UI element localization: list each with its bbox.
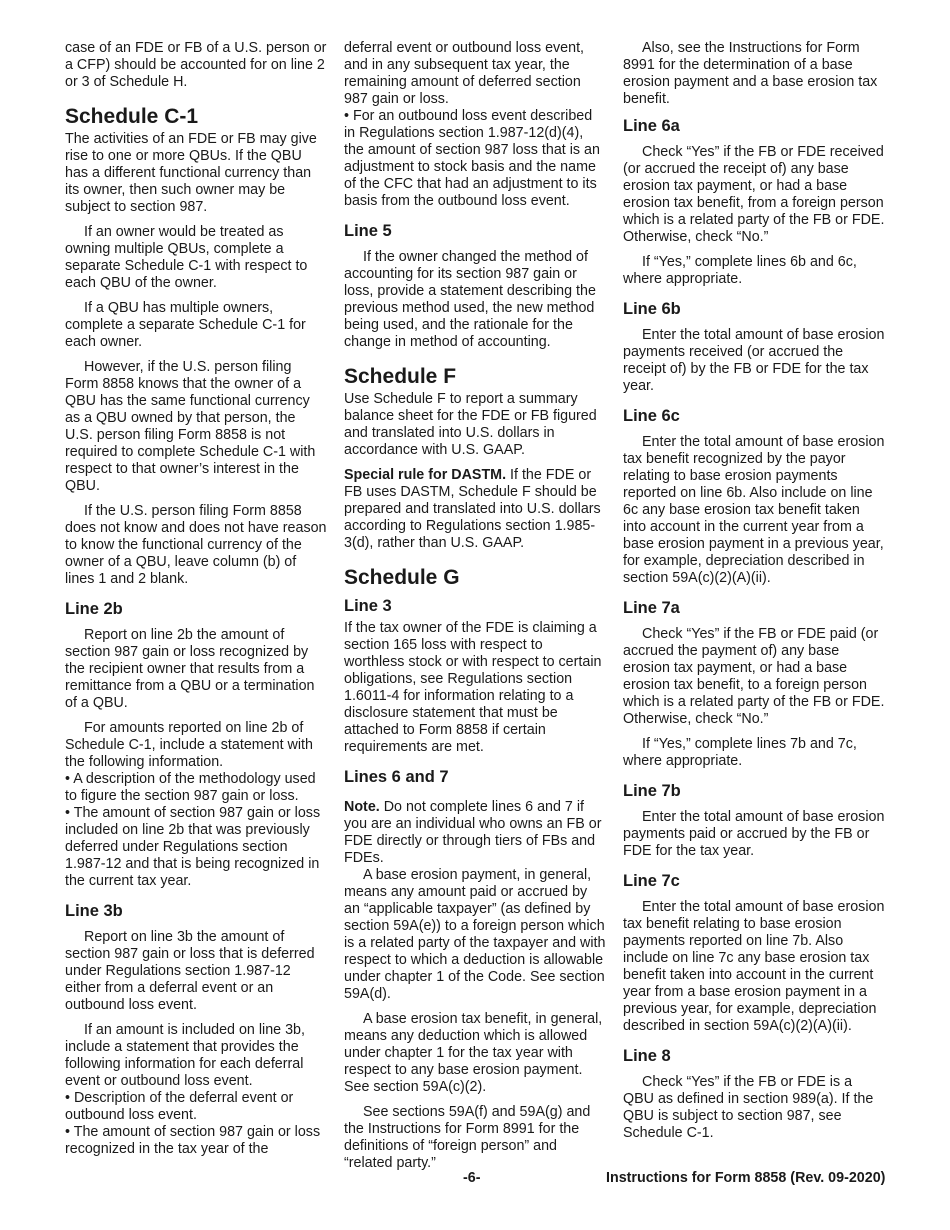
- heading-line-2b: Line 2b: [65, 600, 123, 618]
- heading-line-8: Line 8: [623, 1047, 671, 1065]
- heading-line-6b: Line 6b: [623, 300, 681, 318]
- paragraph: If “Yes,” complete lines 6b and 6c, where appropriate.: [623, 254, 857, 287]
- paragraph: If the owner changed the method of accounting for its section 987 gain or loss, provide a statement describing the previous method used, the new method being used, and the rationale for the change in method of accounting.: [344, 249, 596, 350]
- heading-schedule-f: Schedule F: [344, 365, 457, 388]
- paragraph: Use Schedule F to report a summary balance sheet for the FDE or FB figured and translated into U.S. dollars in accordance with U.S. GAAP.: [344, 391, 597, 458]
- column-1: [65, 40, 327, 1158]
- paragraph-special-rule: [344, 467, 606, 552]
- footer-form-title: Instructions for Form 8858 (Rev. 09-2020): [606, 1170, 886, 1186]
- paragraph: case of an FDE or FB of a U.S. person or a CFP) should be accounted for on line 2 or 3 of Schedule H.: [65, 40, 327, 90]
- paragraph: Enter the total amount of base erosion tax benefit relating to base erosion payments reported on line 7b. Also include on line 7c any base erosion tax benefit taken into account in the current year from a base erosion payment in a previous year, for example, depreciation described in section 59A(c)(2)(A)(ii).: [623, 899, 885, 1034]
- paragraph: For amounts reported on line 2b of Schedule C-1, include a statement with the following information.: [65, 720, 313, 770]
- paragraph: A base erosion tax benefit, in general, means any deduction which is allowed under chapter 1 for the tax year with respect to any base erosion payment. See section 59A(c)(2).: [344, 1011, 603, 1095]
- paragraph: The activities of an FDE or FB may give rise to one or more QBUs. If the QBU has a different functional currency than its owner, then such owner may be subject to section 987.: [65, 131, 317, 215]
- heading-schedule-g: Schedule G: [344, 566, 460, 589]
- bullet-item: • The amount of section 987 gain or loss included on line 2b that was previously deferred under Regulations section 1.987-12 and that is being recognized in the current tax year.: [65, 805, 321, 889]
- paragraph: Enter the total amount of base erosion payments received (or accrued the receipt of) by the FB or FDE for the tax year.: [623, 327, 885, 394]
- run-in-heading: Special rule for DASTM.: [344, 467, 507, 483]
- heading-line-6c: Line 6c: [623, 407, 680, 425]
- paragraph: Check “Yes” if the FB or FDE paid (or accrued the payment of) any base erosion tax payment, or had a base erosion tax benefit, to a foreign person which is a related party of the FB or FDE. Otherwise, check “No.”: [623, 626, 885, 727]
- paragraph: If the tax owner of the FDE is claiming a section 165 loss with respect to worthless stock or with respect to certain obligations, see Regulations section 1.6011-4 for information relating to a disclosure statement that must be attached to Form 8858 if certain requirements are met.: [344, 620, 602, 755]
- paragraph: A base erosion payment, in general, means any amount paid or accrued by an “applicable taxpayer” (as defined by section 59A(e)) to a foreign person which is a related party of the taxpayer and with respect to which a deduction is allowable under chapter 1 of the Code. See section 59A(d).: [344, 867, 606, 1002]
- run-in-heading: Note.: [344, 799, 380, 815]
- column-3: [623, 40, 885, 1150]
- paragraph-text: Do not complete lines 6 and 7 if you are an individual who owns an FB or FDE directly or through tiers of FBs and FDEs.: [344, 799, 602, 866]
- paragraph: Also, see the Instructions for Form 8991 for the determination of a base erosion payment and a base erosion tax benefit.: [623, 40, 878, 107]
- bullet-item: • The amount of section 987 gain or loss recognized in the tax year of the: [65, 1124, 321, 1157]
- paragraph: If an owner would be treated as owning multiple QBUs, complete a separate Schedule C-1 with respect to each QBU of the owner.: [65, 224, 308, 291]
- paragraph-note: [344, 799, 606, 867]
- paragraph: Enter the total amount of base erosion payments paid or accrued by the FB or FDE for the tax year.: [623, 809, 885, 859]
- heading-line-6a: Line 6a: [623, 117, 680, 135]
- paragraph: Enter the total amount of base erosion tax benefit recognized by the payor relating to base erosion payments reported on line 6b. Also include on line 6c any base erosion tax benefit taken into account in the current year from a base erosion payment in a previous year, for example, depreciation described in section 59A(c)(2)(A)(ii).: [623, 434, 885, 586]
- paragraph: If an amount is included on line 3b, include a statement that provides the following information for each deferral event or outbound loss event.: [65, 1022, 305, 1089]
- paragraph: deferral event or outbound loss event, and in any subsequent tax year, the remaining amount of deferred section 987 gain or loss.: [344, 40, 585, 107]
- heading-line-5: Line 5: [344, 222, 392, 240]
- heading-schedule-c1: Schedule C-1: [65, 105, 199, 128]
- column-2: [344, 40, 606, 1180]
- paragraph: Check “Yes” if the FB or FDE received (or accrued the receipt of) any base erosion tax payment, or had a base erosion tax benefit, from a foreign person which is a related party of the FB or FDE. Otherwise, check “No.”: [623, 144, 885, 245]
- heading-line-3: Line 3: [344, 597, 392, 615]
- paragraph: If “Yes,” complete lines 7b and 7c, where appropriate.: [623, 736, 857, 769]
- bullet-item: • For an outbound loss event described in Regulations section 1.987-12(d)(4), the amount of section 987 loss that is an adjustment to stock basis and the name of the CFC that had an adjustment to its basis from the outbound loss event.: [344, 108, 600, 209]
- page-number: -6-: [463, 1170, 481, 1186]
- paragraph: If the U.S. person filing Form 8858 does not know and does not have reason to know the functional currency of the owner of a QBU, leave column (b) of lines 1 and 2 blank.: [65, 503, 327, 587]
- paragraph: However, if the U.S. person filing Form 8858 knows that the owner of a QBU has the same functional currency as a QBU owned by that person, the U.S. person filing Form 8858 is not required to complete Schedule C-1 with respect to that owner’s interest in the QBU.: [65, 359, 316, 494]
- paragraph: See sections 59A(f) and 59A(g) and the Instructions for Form 8991 for the definitions of “foreign person” and “related party.”: [344, 1104, 591, 1171]
- paragraph-text: If the FDE or FB uses DASTM, Schedule F should be prepared and translated into U.S. dollars according to Regulations section 1.985-3(d), rather than U.S. GAAP.: [344, 467, 601, 551]
- bullet-item: • A description of the methodology used to figure the section 987 gain or loss.: [65, 771, 316, 804]
- bullet-item: • Description of the deferral event or outbound loss event.: [65, 1090, 294, 1123]
- heading-line-7c: Line 7c: [623, 872, 680, 890]
- paragraph: Check “Yes” if the FB or FDE is a QBU as defined in section 989(a). If the QBU is subject to section 987, see Schedule C-1.: [623, 1074, 874, 1141]
- heading-lines-6-and-7: Lines 6 and 7: [344, 768, 449, 786]
- heading-line-7b: Line 7b: [623, 782, 681, 800]
- heading-line-3b: Line 3b: [65, 902, 123, 920]
- paragraph: Report on line 3b the amount of section 987 gain or loss that is deferred under Regulations section 1.987-12 either from a deferral event or an outbound loss event.: [65, 929, 315, 1013]
- paragraph: Report on line 2b the amount of section 987 gain or loss recognized by the recipient owner that results from a remittance from a QBU or a termination of a QBU.: [65, 627, 315, 711]
- heading-line-7a: Line 7a: [623, 599, 680, 617]
- paragraph: If a QBU has multiple owners, complete a separate Schedule C-1 for each owner.: [65, 300, 306, 350]
